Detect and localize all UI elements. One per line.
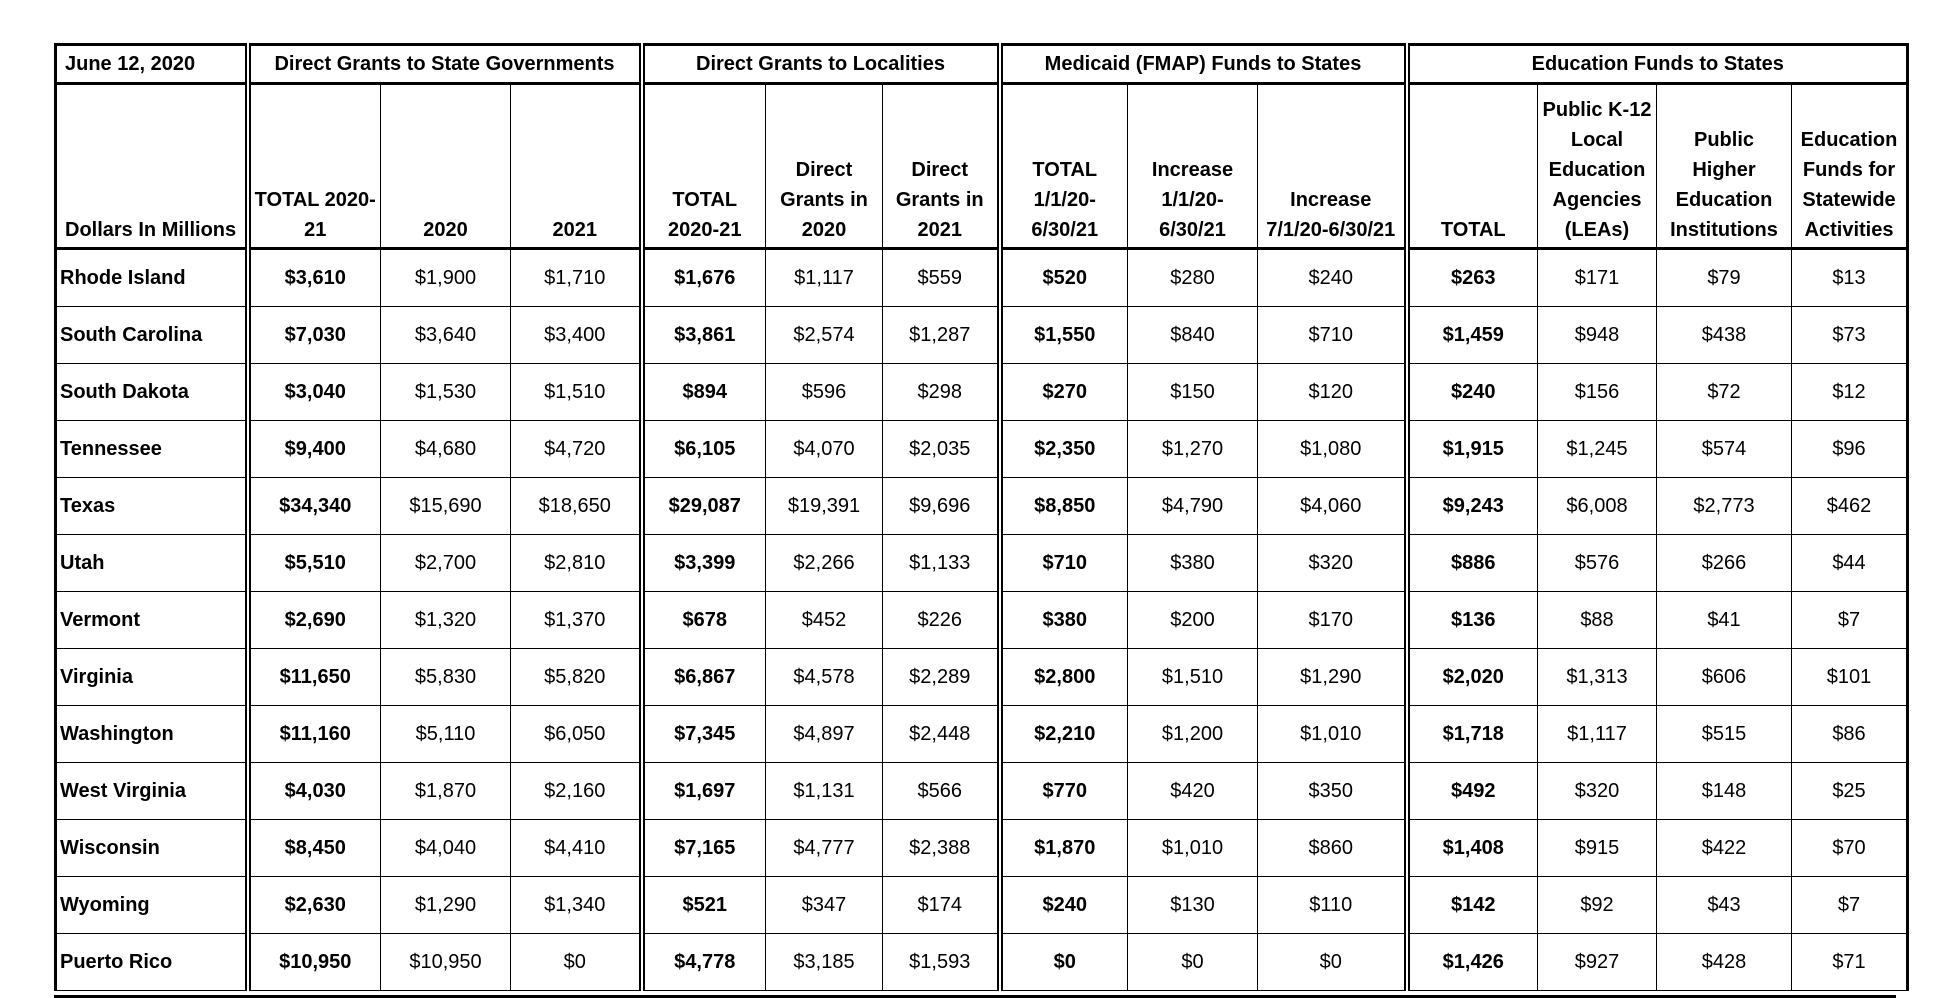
col-header: TOTAL 1/1/20-6/30/21 <box>1000 84 1128 249</box>
value-cell: $70 <box>1792 820 1908 877</box>
total-cell: $2,630 <box>248 877 381 934</box>
total-cell: $142 <box>1407 877 1538 934</box>
total-cell: $8,450 <box>248 820 381 877</box>
value-cell: $420 <box>1128 763 1258 820</box>
table-body <box>56 249 1908 991</box>
value-cell: $840 <box>1128 307 1258 364</box>
table-row <box>56 535 1908 592</box>
value-cell: $171 <box>1538 249 1657 307</box>
value-cell: $2,810 <box>511 535 642 592</box>
value-cell: $25 <box>1792 763 1908 820</box>
total-cell: $2,350 <box>1000 421 1128 478</box>
total-cell: $1,915 <box>1407 421 1538 478</box>
total-cell: $1,718 <box>1407 706 1538 763</box>
col-header: Public K-12 Local Education Agencies (LEAs) <box>1538 84 1657 249</box>
value-cell: $73 <box>1792 307 1908 364</box>
col-header: Increase 7/1/20-6/30/21 <box>1258 84 1407 249</box>
value-cell: $462 <box>1792 478 1908 535</box>
group-localities: Direct Grants to Localities <box>642 45 1000 84</box>
value-cell: $380 <box>1128 535 1258 592</box>
col-header: 2021 <box>511 84 642 249</box>
total-cell: $7,345 <box>642 706 766 763</box>
total-cell: $2,020 <box>1407 649 1538 706</box>
state-name: Texas <box>56 478 248 535</box>
value-cell: $1,313 <box>1538 649 1657 706</box>
value-cell: $1,340 <box>511 877 642 934</box>
total-cell: $11,650 <box>248 649 381 706</box>
total-cell: $11,160 <box>248 706 381 763</box>
value-cell: $2,266 <box>766 535 883 592</box>
value-cell: $4,680 <box>381 421 511 478</box>
value-cell: $7 <box>1792 592 1908 649</box>
value-cell: $2,035 <box>883 421 1000 478</box>
total-cell: $770 <box>1000 763 1128 820</box>
value-cell: $240 <box>1258 249 1407 307</box>
value-cell: $110 <box>1258 877 1407 934</box>
value-cell: $3,640 <box>381 307 511 364</box>
total-cell: $2,210 <box>1000 706 1128 763</box>
value-cell: $15,690 <box>381 478 511 535</box>
value-cell: $1,370 <box>511 592 642 649</box>
value-cell: $4,040 <box>381 820 511 877</box>
col-header: Direct Grants in 2021 <box>883 84 1000 249</box>
value-cell: $4,578 <box>766 649 883 706</box>
table-row <box>56 877 1908 934</box>
total-cell: $7,165 <box>642 820 766 877</box>
total-cell: $380 <box>1000 592 1128 649</box>
funding-table <box>54 43 1909 991</box>
group-medicaid: Medicaid (FMAP) Funds to States <box>1000 45 1407 84</box>
value-cell: $1,117 <box>1538 706 1657 763</box>
value-cell: $9,696 <box>883 478 1000 535</box>
state-name: Wisconsin <box>56 820 248 877</box>
table-row <box>56 307 1908 364</box>
value-cell: $43 <box>1657 877 1792 934</box>
total-cell: $1,459 <box>1407 307 1538 364</box>
total-cell: $1,550 <box>1000 307 1128 364</box>
col-header: TOTAL 2020-21 <box>642 84 766 249</box>
value-cell: $1,900 <box>381 249 511 307</box>
total-cell: $1,426 <box>1407 934 1538 991</box>
value-cell: $101 <box>1792 649 1908 706</box>
value-cell: $200 <box>1128 592 1258 649</box>
total-cell: $521 <box>642 877 766 934</box>
value-cell: $88 <box>1538 592 1657 649</box>
value-cell: $156 <box>1538 364 1657 421</box>
value-cell: $170 <box>1258 592 1407 649</box>
total-cell: $6,867 <box>642 649 766 706</box>
state-name: Washington <box>56 706 248 763</box>
value-cell: $6,008 <box>1538 478 1657 535</box>
total-cell: $136 <box>1407 592 1538 649</box>
value-cell: $1,530 <box>381 364 511 421</box>
state-name: Wyoming <box>56 877 248 934</box>
value-cell: $1,870 <box>381 763 511 820</box>
value-cell: $96 <box>1792 421 1908 478</box>
total-cell: $9,400 <box>248 421 381 478</box>
value-cell: $1,593 <box>883 934 1000 991</box>
total-cell: $1,408 <box>1407 820 1538 877</box>
value-cell: $280 <box>1128 249 1258 307</box>
value-cell: $4,720 <box>511 421 642 478</box>
value-cell: $1,320 <box>381 592 511 649</box>
total-cell: $3,399 <box>642 535 766 592</box>
value-cell: $2,773 <box>1657 478 1792 535</box>
value-cell: $596 <box>766 364 883 421</box>
value-cell: $0 <box>1258 934 1407 991</box>
value-cell: $226 <box>883 592 1000 649</box>
value-cell: $320 <box>1258 535 1407 592</box>
total-cell: $29,087 <box>642 478 766 535</box>
value-cell: $4,790 <box>1128 478 1258 535</box>
value-cell: $1,133 <box>883 535 1000 592</box>
total-cell: $2,690 <box>248 592 381 649</box>
value-cell: $320 <box>1538 763 1657 820</box>
value-cell: $3,400 <box>511 307 642 364</box>
value-cell: $298 <box>883 364 1000 421</box>
value-cell: $150 <box>1128 364 1258 421</box>
value-cell: $2,388 <box>883 820 1000 877</box>
report-date: June 12, 2020 <box>56 45 248 84</box>
value-cell: $1,010 <box>1128 820 1258 877</box>
table-row <box>56 592 1908 649</box>
table-row <box>56 934 1908 991</box>
value-cell: $10,950 <box>381 934 511 991</box>
state-name: Virginia <box>56 649 248 706</box>
value-cell: $1,080 <box>1258 421 1407 478</box>
value-cell: $948 <box>1538 307 1657 364</box>
value-cell: $86 <box>1792 706 1908 763</box>
value-cell: $574 <box>1657 421 1792 478</box>
state-name: Utah <box>56 535 248 592</box>
value-cell: $18,650 <box>511 478 642 535</box>
total-cell: $240 <box>1407 364 1538 421</box>
value-cell: $1,117 <box>766 249 883 307</box>
value-cell: $422 <box>1657 820 1792 877</box>
value-cell: $71 <box>1792 934 1908 991</box>
total-cell: $5,510 <box>248 535 381 592</box>
table-row <box>56 421 1908 478</box>
value-cell: $452 <box>766 592 883 649</box>
total-cell: $270 <box>1000 364 1128 421</box>
value-cell: $72 <box>1657 364 1792 421</box>
total-cell: $240 <box>1000 877 1128 934</box>
table-row <box>56 820 1908 877</box>
value-cell: $6,050 <box>511 706 642 763</box>
column-header-row <box>56 84 1908 249</box>
total-cell: $886 <box>1407 535 1538 592</box>
value-cell: $1,245 <box>1538 421 1657 478</box>
value-cell: $2,574 <box>766 307 883 364</box>
total-cell: $1,870 <box>1000 820 1128 877</box>
value-cell: $19,391 <box>766 478 883 535</box>
value-cell: $1,510 <box>511 364 642 421</box>
col-header: Public Higher Education Institutions <box>1657 84 1792 249</box>
value-cell: $438 <box>1657 307 1792 364</box>
value-cell: $41 <box>1657 592 1792 649</box>
value-cell: $2,448 <box>883 706 1000 763</box>
total-cell: $3,861 <box>642 307 766 364</box>
value-cell: $92 <box>1538 877 1657 934</box>
value-cell: $13 <box>1792 249 1908 307</box>
row-label-header: Dollars In Millions <box>56 84 248 249</box>
col-header: TOTAL 2020-21 <box>248 84 381 249</box>
value-cell: $915 <box>1538 820 1657 877</box>
group-education: Education Funds to States <box>1407 45 1908 84</box>
total-cell: $4,778 <box>642 934 766 991</box>
value-cell: $428 <box>1657 934 1792 991</box>
table-row <box>56 763 1908 820</box>
value-cell: $515 <box>1657 706 1792 763</box>
value-cell: $0 <box>511 934 642 991</box>
table-row <box>56 706 1908 763</box>
total-cell: $8,850 <box>1000 478 1128 535</box>
value-cell: $347 <box>766 877 883 934</box>
state-name: South Dakota <box>56 364 248 421</box>
title-row <box>56 45 1908 84</box>
value-cell: $174 <box>883 877 1000 934</box>
value-cell: $0 <box>1128 934 1258 991</box>
value-cell: $1,010 <box>1258 706 1407 763</box>
value-cell: $350 <box>1258 763 1407 820</box>
value-cell: $1,287 <box>883 307 1000 364</box>
value-cell: $2,289 <box>883 649 1000 706</box>
state-name: Vermont <box>56 592 248 649</box>
total-cell: $9,243 <box>1407 478 1538 535</box>
col-header: Increase 1/1/20-6/30/21 <box>1128 84 1258 249</box>
value-cell: $7 <box>1792 877 1908 934</box>
col-header: Direct Grants in 2020 <box>766 84 883 249</box>
state-name: Tennessee <box>56 421 248 478</box>
total-cell: $2,800 <box>1000 649 1128 706</box>
total-cell: $6,105 <box>642 421 766 478</box>
total-cell: $4,030 <box>248 763 381 820</box>
table-row <box>56 364 1908 421</box>
state-name: South Carolina <box>56 307 248 364</box>
value-cell: $4,070 <box>766 421 883 478</box>
total-cell: $3,610 <box>248 249 381 307</box>
total-cell: $1,697 <box>642 763 766 820</box>
table-row <box>56 478 1908 535</box>
value-cell: $927 <box>1538 934 1657 991</box>
value-cell: $576 <box>1538 535 1657 592</box>
value-cell: $148 <box>1657 763 1792 820</box>
table-row <box>56 249 1908 307</box>
total-cell: $7,030 <box>248 307 381 364</box>
total-cell: $3,040 <box>248 364 381 421</box>
value-cell: $1,510 <box>1128 649 1258 706</box>
value-cell: $3,185 <box>766 934 883 991</box>
col-header: Education Funds for Statewide Activities <box>1792 84 1908 249</box>
value-cell: $5,820 <box>511 649 642 706</box>
col-header: TOTAL <box>1407 84 1538 249</box>
total-cell: $34,340 <box>248 478 381 535</box>
value-cell: $44 <box>1792 535 1908 592</box>
value-cell: $559 <box>883 249 1000 307</box>
state-name: Puerto Rico <box>56 934 248 991</box>
value-cell: $130 <box>1128 877 1258 934</box>
value-cell: $4,777 <box>766 820 883 877</box>
total-cell: $1,676 <box>642 249 766 307</box>
table-row <box>56 649 1908 706</box>
funding-table-sheet <box>54 43 1909 991</box>
value-cell: $1,710 <box>511 249 642 307</box>
total-cell: $263 <box>1407 249 1538 307</box>
value-cell: $2,160 <box>511 763 642 820</box>
total-cell: $10,950 <box>248 934 381 991</box>
value-cell: $5,830 <box>381 649 511 706</box>
value-cell: $860 <box>1258 820 1407 877</box>
value-cell: $1,290 <box>1258 649 1407 706</box>
total-cell: $894 <box>642 364 766 421</box>
value-cell: $266 <box>1657 535 1792 592</box>
value-cell: $4,410 <box>511 820 642 877</box>
value-cell: $2,700 <box>381 535 511 592</box>
value-cell: $5,110 <box>381 706 511 763</box>
total-cell: $520 <box>1000 249 1128 307</box>
value-cell: $4,897 <box>766 706 883 763</box>
group-state-governments: Direct Grants to State Governments <box>248 45 642 84</box>
total-cell: $492 <box>1407 763 1538 820</box>
state-name: West Virginia <box>56 763 248 820</box>
value-cell: $606 <box>1657 649 1792 706</box>
value-cell: $1,270 <box>1128 421 1258 478</box>
col-header: 2020 <box>381 84 511 249</box>
total-cell: $0 <box>1000 934 1128 991</box>
total-cell: $678 <box>642 592 766 649</box>
value-cell: $1,290 <box>381 877 511 934</box>
value-cell: $710 <box>1258 307 1407 364</box>
value-cell: $79 <box>1657 249 1792 307</box>
value-cell: $120 <box>1258 364 1407 421</box>
value-cell: $4,060 <box>1258 478 1407 535</box>
value-cell: $1,200 <box>1128 706 1258 763</box>
value-cell: $1,131 <box>766 763 883 820</box>
value-cell: $12 <box>1792 364 1908 421</box>
state-name: Rhode Island <box>56 249 248 307</box>
total-cell: $710 <box>1000 535 1128 592</box>
value-cell: $566 <box>883 763 1000 820</box>
